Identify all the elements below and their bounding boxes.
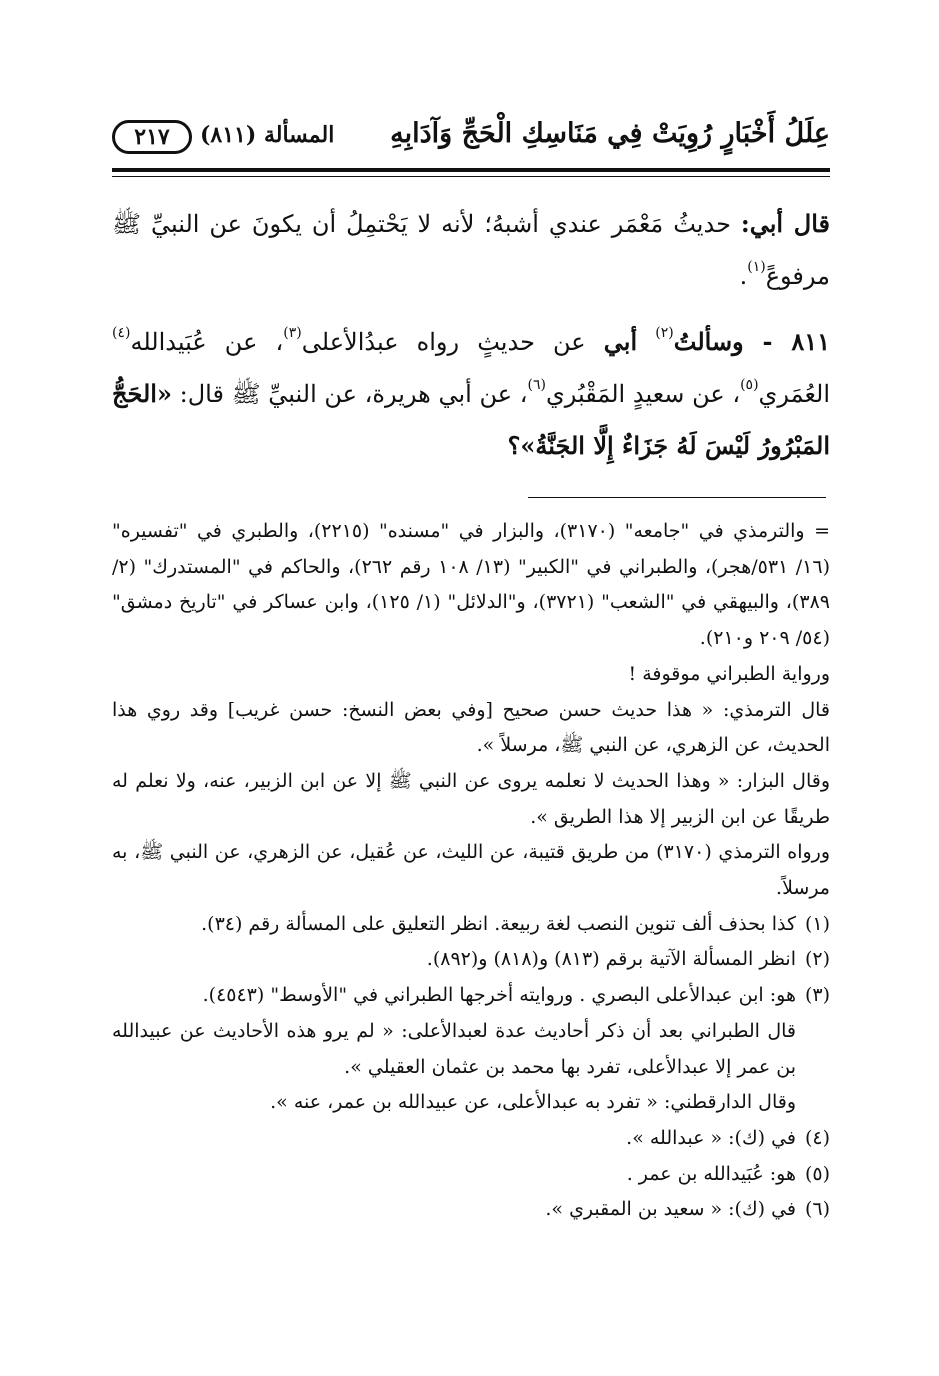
question-text-5: ، عن أبي هريرة، عن النبيِّ ﷺ قال:: [179, 380, 528, 408]
footnote-ref-2[interactable]: (٢): [655, 325, 674, 341]
footnote-number: (٥): [804, 1162, 830, 1185]
answer-end: .: [739, 262, 748, 290]
footnote-continuation: ورواية الطبراني موقوفة !: [628, 662, 830, 685]
footnote-number: (١): [804, 912, 830, 935]
question-text-1: عن حديثٍ رواه عبدُالأعلى: [301, 328, 586, 356]
footnote-continuation: وقال البزار: « وهذا الحديث لا نعلمه يروى عن النبي ﷺ إلا عن ابن الزبير، عنه، ولا نعلم له طريقًا عن ابن الزبير إلا هذا الطريق ».: [112, 769, 830, 828]
running-header: [112, 112, 830, 164]
footnote-3-extra: قال الطبراني بعد أن ذكر أحاديث عدة لعبدالأعلى: « لم يرو هذه الأحاديث عن عبيدالله بن عمر إلا عبدالأعلى، تفرد بها محمد بن عثمان العقيلي ».: [112, 1019, 796, 1078]
paragraph-answer: [112, 198, 830, 302]
answer-text: حديثُ مَعْمَر عندي أشبهُ؛ لأنه لا يَحْتمِلُ أن يكونَ عن النبيِّ ﷺ مرفوعً: [112, 210, 830, 290]
header-rule-thick: [112, 168, 830, 172]
issue-label: المسألة (٨١١): [200, 122, 335, 148]
footnotes: [112, 514, 830, 1228]
qala-abi: قال أبي:: [740, 209, 830, 238]
footnote-text: هو: عُبَيدالله بن عمر .: [626, 1162, 796, 1185]
footnote-text: هو: ابن عبدالأعلى البصري . وروايته أخرجها الطبراني في "الأوسط" (٤٥٤٣).: [202, 984, 796, 1007]
footnote-text: كذا بحذف ألف تنوين النصب لغة ربيعة. انظر التعليق على المسألة رقم (٣٤).: [201, 912, 796, 935]
footnote-text: انظر المسألة الآتية برقم (٨١٣) و(٨١٨) و(٨٩٢).: [426, 948, 796, 971]
page-number: ٢١٧: [134, 124, 170, 150]
footnote-continuation: ورواه الترمذي (٣١٧٠) من طريق قتيبة، عن الليث، عن عُقيل، عن الزهري، عن النبي ﷺ، به مرسلاً.: [112, 841, 830, 900]
question-text-4: ، عن سعيدٍ المَقْبُري: [545, 380, 741, 408]
footnote-continuation: قال الترمذي: « هذا حديث حسن صحيح [وفي بعض النسخ: حسن غريب] وقد روي هذا الحديث، عن الزهري، عن النبي ﷺ، مرسلاً ».: [112, 698, 830, 757]
footnote-item: [112, 907, 830, 943]
footnote-text: في (ك): « عبدالله ».: [626, 1126, 796, 1149]
question-text-3: العُمَري: [758, 380, 831, 408]
footnote-3-extra: وقال الدارقطني: « تفرد به عبدالأعلى، عن عبيدالله بن عمر، عنه ».: [270, 1091, 796, 1114]
footnote-ref-4[interactable]: (٤): [112, 325, 131, 341]
book-title: عِلَلُ أَخْبَارٍ رُوِيَتْ فِي مَنَاسِكِ الْحَجِّ وَآدَابِهِ: [390, 118, 830, 149]
question-text-2: ، عن عُبَيدالله: [130, 328, 284, 356]
footnote-item: [112, 1157, 830, 1193]
footnote-ref-3[interactable]: (٣): [283, 325, 302, 341]
footnote-number: (٦): [804, 1198, 830, 1221]
footnote-separator: [528, 497, 826, 498]
footnote-item: [112, 978, 830, 1014]
footnote-item: [112, 1192, 830, 1228]
main-text: [112, 198, 830, 472]
footnote-number: (٣): [804, 984, 830, 1007]
footnote-item: [112, 1121, 830, 1157]
paragraph-question: [112, 316, 830, 472]
footnote-number: (٤): [804, 1126, 830, 1149]
footnote-ref-6[interactable]: (٦): [527, 377, 546, 393]
abi-word: أبي: [603, 327, 638, 356]
paragraph-gap: [112, 302, 830, 316]
footnote-ref-1[interactable]: (١): [747, 259, 766, 275]
footnote-item: [112, 942, 830, 978]
question-number: ٨١١ - وسألتُ: [673, 327, 830, 356]
page-number-badge: [112, 120, 192, 154]
hadith-text: «الحَجُّ المَبْرُورُ لَيْسَ لَهُ جَزَاءٌ إِلَّا الجَنَّةُ»؟: [112, 379, 830, 460]
footnote-text: في (ك): « سعيد بن المقبري ».: [545, 1198, 796, 1221]
header-rule-thin: [112, 176, 830, 177]
footnote-number: (٢): [804, 948, 830, 971]
footnote-ref-5[interactable]: (٥): [740, 377, 759, 393]
footnote-continuation: = والترمذي في "جامعه" (٣١٧٠)، والبزار في "مسنده" (٢٢١٥)، والطبري في "تفسيره" (١٦/ ٥٣١/هجر)، والطبراني في "الكبير" (١٣/ ١٠٨ رقم ٢٦٢)، والحاكم في "المستدرك" (٢/ ٣٨٩)، والبيهقي في "الشعب" (٣٧٢١)، و"الدلائل" (١/ ١٢٥)، وابن عساكر في "تاريخ دمشق" (٥٤/ ٢٠٩ و٢١٠).: [112, 520, 831, 650]
